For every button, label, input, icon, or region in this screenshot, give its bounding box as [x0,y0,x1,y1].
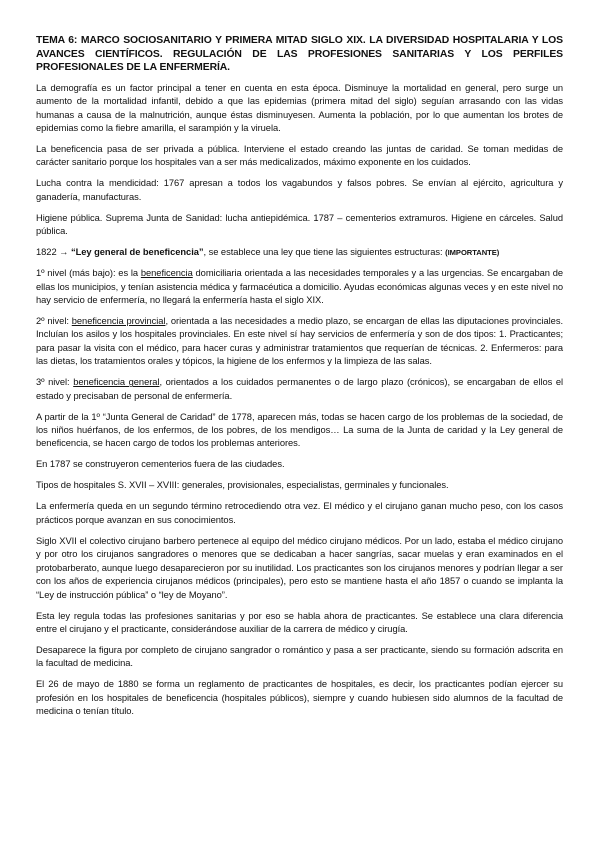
paragraph-ley-moyano: Esta ley regula todas las profesiones sanitarias y por eso se habla ahora de practicantes. Se establece una clara diferencia entre el cirujano y el practicante, considerándose auxiliar de la carrera de médico y cirugía. [36,610,563,634]
text-segment: , orientada a las necesidades a medio plazo, se encargan de ellas las diputaciones provinciales. Incluían los asilos y los hospitales provinciales. En este nivel sí hay servicios de enfermería y son de dos tipos: 1. Practicantes; para pasar la visita con el médico, para hacer curas y administrar tratamientos que requerían de técnicas. 2. Enfermeros: para las dietas, los tratamientos orales y tópicos, la higiene de los enfermos y la limpieza de las salas. [36,316,563,367]
paragraph-siglo-xvii: Siglo XVII el colectivo cirujano barbero pertenece al equipo del médico cirujano médicos. Por un lado, estaba el médico cirujano y por otro los cirujanos sangradores o menores que se dedicaban a hacer sangrías, sacar muelas y eran examinados en el protobarberato, aunque luego desaparecieron por su inutilidad. Los practicantes son los cirujanos menores y podrían llegar a ser con los años de experiencia cirujanos médicos (principales), pero esto se mantiene hasta el año 1857 o cuando se implanta la “Ley de instrucción pública” o “ley de Moyano”. [36,535,563,600]
underlined-term: beneficencia provincial [71,316,166,327]
underlined-term: beneficencia [140,268,193,279]
law-name: “Ley general de beneficencia” [70,247,204,258]
paragraph-mendicidad: Lucha contra la mendicidad: 1767 apresan a todos los vagabundos y falsos pobres. Se envían al ejército, agricultura y ganadería, manufacturas. [36,178,563,202]
paragraph-nivel-1 [36,267,563,307]
paragraph-tipos-hospitales: Tipos de hospitales S. XVII – XVIII: generales, provisionales, especialistas, germinales y funcionales. [36,480,449,491]
document-title: TEMA 6: MARCO SOCIOSANITARIO Y PRIMERA MITAD SIGLO XIX. LA DIVERSIDAD HOSPITALARIA Y LOS AVANCES CIENTÍFICOS. REGULACIÓN DE LAS PROFESIONES SANITARIAS Y LOS PERFILES PROFESIONALES DE LA ENFERMERÍA. [36,35,563,74]
paragraph-enfermeria: La enfermería queda en un segundo término retrocediendo otra vez. El médico y el cirujano ganan mucho peso, con los casos prácticos porque avanzan en sus conocimientos. [36,501,563,525]
paragraph-demografia: La demografía es un factor principal a tener en cuenta en esta época. Disminuye la mortalidad en general, pero surge un aumento de la mortalidad infantil, debido a que las epidemias (primera mitad del siglo) seguían arrasando con las vidas humanas a causa de la malnutrición, aunque éstas disminuyesen. Aumenta la población, por lo que aumentan los brotes de epidemias como la fiebre amarilla, el sarampión y la viruela. [36,82,563,133]
paragraph-cirujano-sangrador: Desaparece la figura por completo de cirujano sangrador o romántico y pasa a ser practicante, siendo su formación adscrita en la facultad de medicina. [36,644,563,669]
text-segment: , orientados a los cuidados permanentes o de largo plazo (crónicos), se encargaban de ellos el estado y precisaban de personal de enfermería. [36,377,563,401]
paragraph-junta-caridad: A partir de la 1º “Junta General de Caridad” de 1778, aparecen más, todas se hacen cargo de los problemas de la sociedad, de los niños huérfanos, de los enfermos, de los pobres, de los mendigos… La suma de la Junta de caridad y la Ley general de beneficencia, se hacen cargo de todos los problemas anteriores. [36,411,563,449]
text-segment: 2º nivel: [36,316,72,327]
paragraph-beneficencia: La beneficencia pasa de ser privada a pública. Interviene el estado creando las juntas de caridad. Se toman medidas de carácter sanitario porque los hospitales van a ser más medicalizados, máximo exponente en los cuidados. [36,144,563,168]
text-segment: , se establece una ley que tiene las siguientes estructuras: [203,247,446,258]
paragraph-ley-1822 [36,246,563,259]
paragraph-cementerios: En 1787 se construyeron cementerios fuera de las ciudades. [36,459,285,470]
text-segment: 1º nivel (más bajo): es la [36,268,141,279]
paragraph-higiene: Higiene pública. Suprema Junta de Sanidad: lucha antiepidémica. 1787 – cementerios extramuros. Higiene en cárceles. Salud pública. [36,212,563,237]
text-segment: domiciliaria orientada a las necesidades temporales y a las urgencias. Se encargaban de ellas los municipios, y tenían asistencia médica y farmacéutica a domicilio. Ayudas económicas algunas veces y en este nivel no hay servicio de enfermería, no llegará la enfermería hasta el siglo XIX. [36,268,563,306]
text-segment: 1822 → [36,247,71,258]
paragraph-nivel-2 [36,315,563,369]
underlined-term: beneficencia general [73,377,160,388]
important-tag: (IMPORTANTE) [445,248,500,258]
text-segment: 3º nivel: [36,377,74,388]
paragraph-nivel-3 [36,376,563,403]
paragraph-reglamento-1880: El 26 de mayo de 1880 se forma un reglamento de practicantes de hospitales, es decir, los practicantes podían ejercer su profesión en los hospitales de beneficencia (hospitales públicos), siempre y cuando hubiesen sido alumnos de la facultad de medicina o tenían título. [36,679,563,717]
